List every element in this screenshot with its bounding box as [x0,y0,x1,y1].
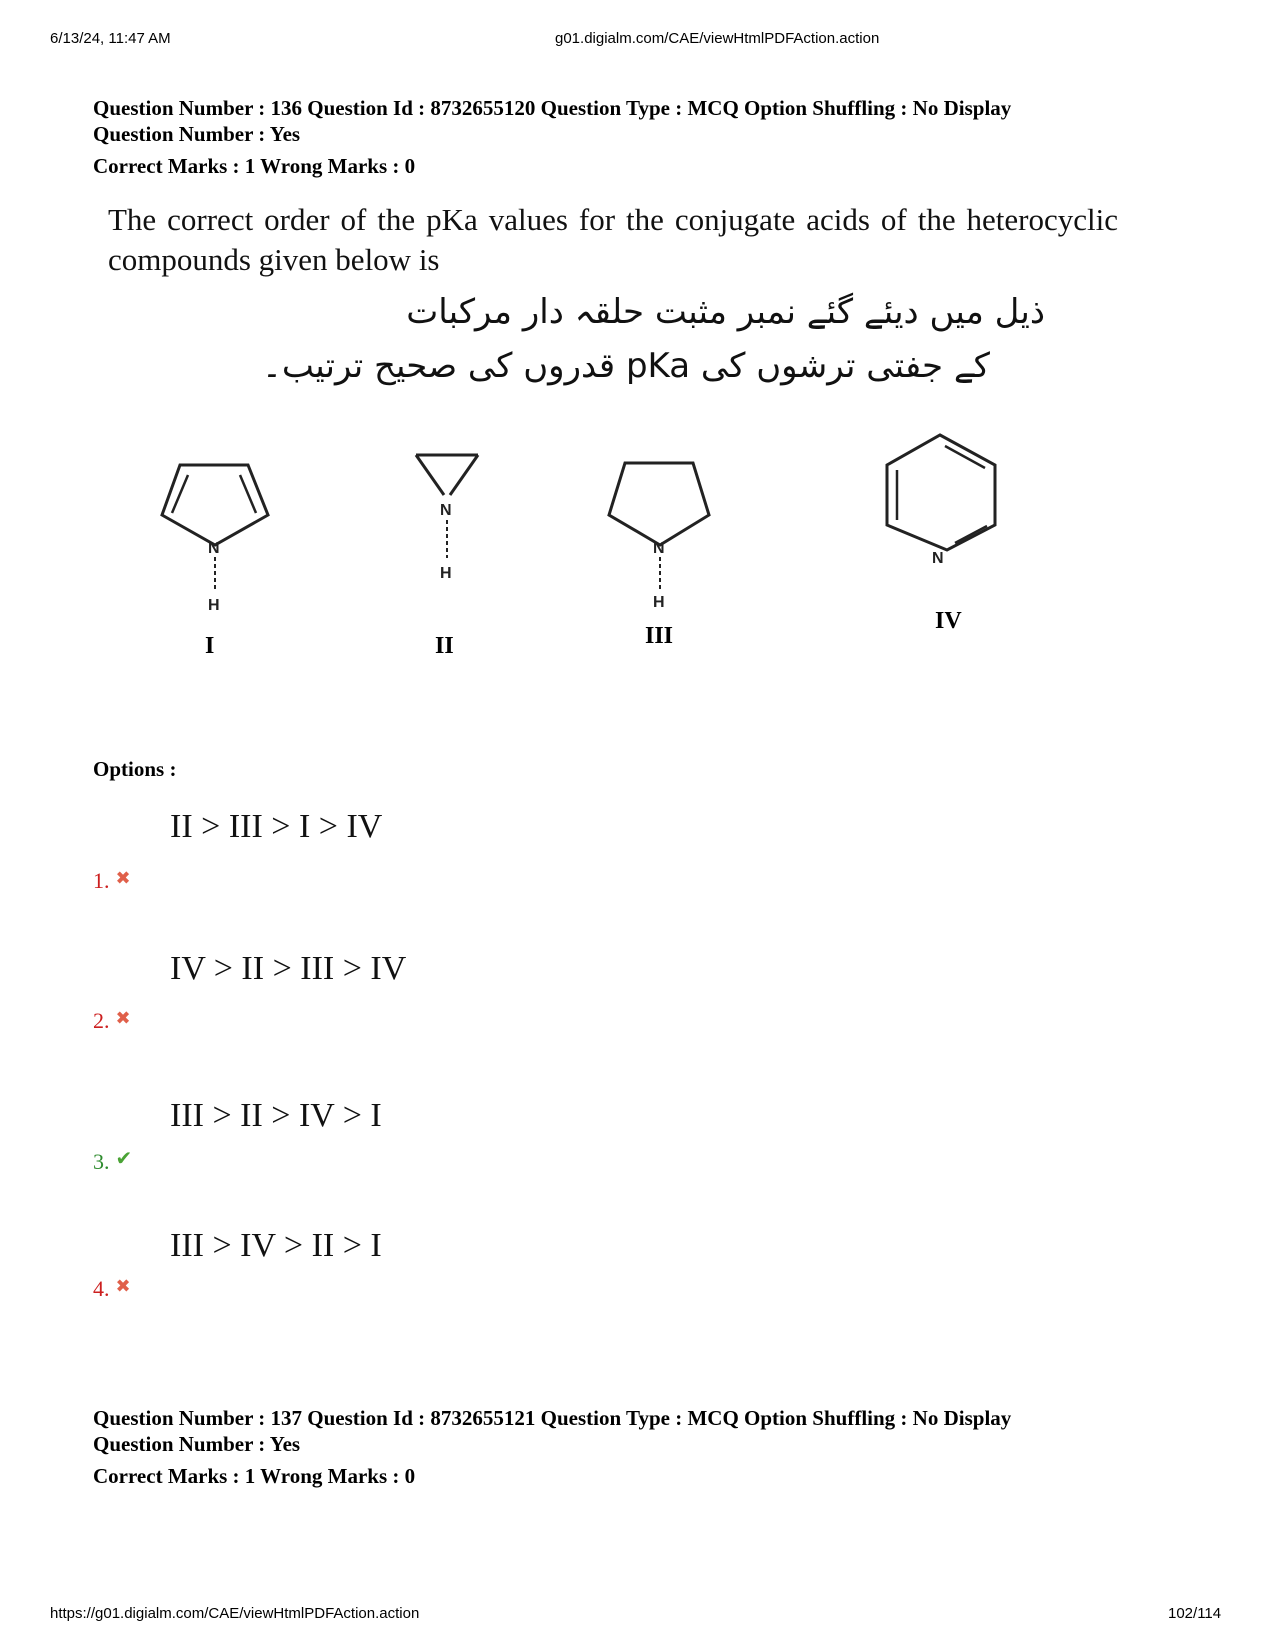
question-marks: Correct Marks : 1 Wrong Marks : 0 [93,1464,416,1488]
options-label: Options : [93,757,177,781]
option-3-expression: III > II > IV > I [170,1097,382,1134]
nitrogen-label: N [440,502,452,519]
option-number: 3. [93,1149,110,1174]
nitrogen-label: N [208,540,220,557]
cross-icon: ✖ [115,1008,131,1028]
pyrrolidine-structure-icon [605,445,715,625]
page-number: 102/114 [1168,1605,1222,1622]
question-136-meta [93,95,1011,179]
question-marks: Correct Marks : 1 Wrong Marks : 0 [93,154,416,178]
cross-icon: ✖ [115,1276,131,1296]
option-4-expression: III > IV > II > I [170,1227,382,1264]
option-2-number [93,1008,131,1034]
print-url-title: g01.digialm.com/CAE/viewHtmlPDFAction.action [555,30,880,47]
question-meta-line: Question Number : 136 Question Id : 8732655120 Question Type : MCQ Option Shuffling : No Display [93,96,1012,120]
option-1-expression: II > III > I > IV [170,808,383,845]
question-text: The correct order of the pKa values for the conjugate acids of the heterocyclic compounds given below is [108,202,1118,277]
nitrogen-label: N [653,540,665,557]
urdu-line-1: ذیل میں دیئے گئے نمبر مثبت حلقہ دار مرکبات [406,292,1045,332]
option-number: 2. [93,1008,110,1033]
nitrogen-label: N [932,550,944,567]
option-1-number [93,868,131,894]
pyridine-structure-icon [885,430,1005,580]
question-meta-line: Question Number : Yes [93,122,301,146]
option-4-number [93,1276,131,1302]
structure-numeral: II [435,633,454,659]
urdu-line-2: کے جفتی ترشوں کی pKa قدروں کی صحیح ترتیب۔ [261,346,990,386]
footer-url: https://g01.digialm.com/CAE/viewHtmlPDFAction.action [50,1605,420,1622]
option-number: 1. [93,868,110,893]
structure-numeral: III [645,623,674,649]
question-137-meta [93,1405,1011,1489]
pyrrole-structure-icon [160,445,270,625]
cross-icon: ✖ [115,868,131,888]
question-meta-line: Question Number : 137 Question Id : 8732655121 Question Type : MCQ Option Shuffling : No Display [93,1406,1012,1430]
question-meta-line: Question Number : Yes [93,1432,301,1456]
hydrogen-label: H [653,594,665,611]
hydrogen-label: H [208,597,220,614]
hydrogen-label: H [440,565,452,582]
check-icon: ✔ [115,1148,133,1170]
option-3-number [93,1146,132,1175]
structure-numeral: IV [935,608,962,634]
option-2-expression: IV > II > III > IV [170,950,407,987]
option-number: 4. [93,1276,110,1301]
print-datetime: 6/13/24, 11:47 AM [50,30,171,47]
aziridine-structure-icon [412,450,482,600]
question-text-urdu [255,285,1045,393]
structure-numeral: I [205,633,215,659]
